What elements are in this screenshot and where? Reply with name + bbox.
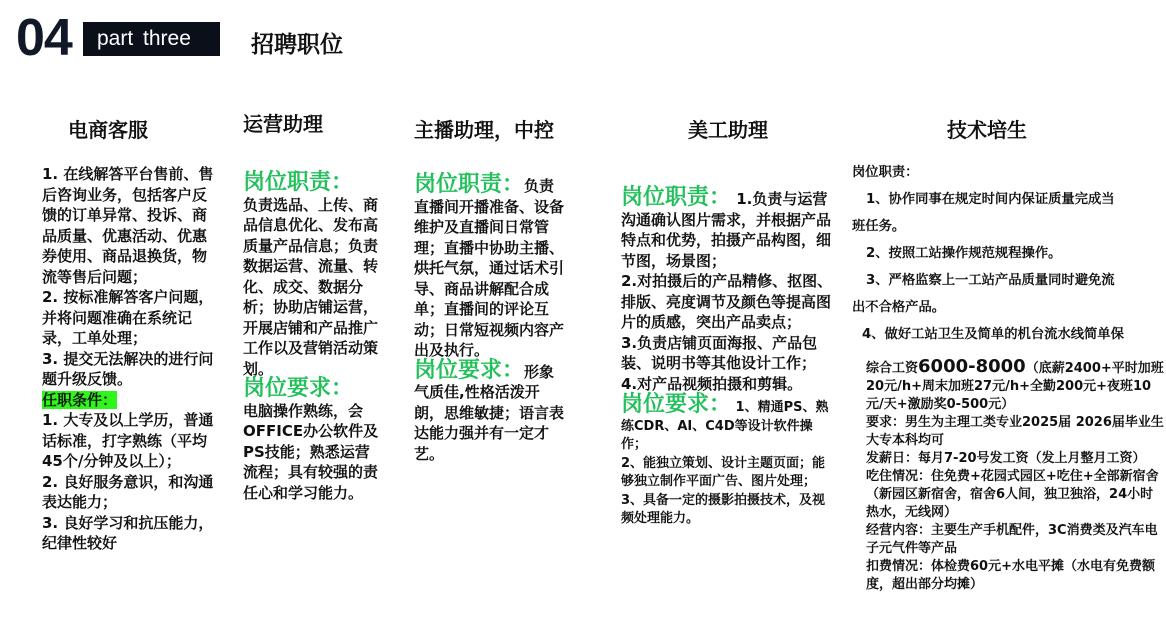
requirements-text: 电脑操作熟练，会OFFICE办公软件及PS技能；熟悉运营流程；具有较强的责任心和学习能力。: [243, 401, 379, 502]
duties-label: 岗位职责：: [852, 165, 919, 180]
column-streamer-assistant: [414, 172, 565, 464]
column-title-tech-trainee: 技术培生: [947, 118, 1027, 142]
info-item: 经营内容：主要生产手机配件，3C消费类及汽车电子元气件等产品: [866, 523, 1158, 556]
requirement-item: 1. 大专及以上学历，普通话标准，打字熟练（平均45个/分钟及以上）；: [42, 411, 214, 470]
info-item: 吃住情况：住免费+花园式园区+吃住+全部新宿舍（新园区新宿舍，宿舍6人间，独卫独浴，24小时热水，无线网）: [866, 469, 1159, 520]
duty-item: 3.负责店铺页面海报、产品包装、说明书等其他设计工作；: [621, 333, 818, 372]
section-number: 04: [16, 9, 72, 67]
requirements-text: 形象气质佳,性格活泼开朗，思维敏捷；语言表达能力强并有一定才艺。: [414, 362, 565, 463]
column-title-streamer-assistant: 主播助理，中控: [414, 118, 554, 142]
duties-label: 岗位职责：: [414, 172, 525, 197]
salary-range: 6000-8000: [918, 356, 1026, 377]
column-ecommerce-cs: [42, 164, 214, 554]
salary-prefix: 综合工资: [866, 361, 919, 376]
requirement-item: 3、具备一定的摄影拍摄技术，及视频处理能力。: [621, 492, 826, 526]
column-title-art-assistant: 美工助理: [688, 118, 768, 142]
duty-item: 4、做好工站卫生及简单的机台流水线简单保: [862, 327, 1124, 342]
duties-text: 负责选品、上传、商品信息优化、发布高质量产品信息；负责数据运营、流量、转化、成交、数据分析；协助店铺运营，开展店铺和产品推广工作以及营销活动策划。: [243, 195, 379, 378]
requirements-label: 任职条件：: [42, 390, 118, 409]
requirement-item: 1、精通PS、熟练CDR、AI、C4D等设计软件操作；: [621, 400, 829, 452]
duty-item: 1.负责与运营沟通确认图片需求，并根据产品特点和优势，拍摄产品构图，细节图，场景图；: [621, 190, 832, 270]
requirement-item: 2、能独立策划、设计主题页面；能够独立制作平面广告、图片处理；: [621, 455, 826, 489]
column-title-operations-assistant: 运营助理: [243, 112, 323, 136]
column-title-ecommerce-cs: 电商客服: [68, 118, 148, 142]
info-item: 要求：男生为主理工类专业2025届 2026届毕业生 大专本科均可: [866, 415, 1164, 448]
duty-item: 出不合格产品。: [852, 300, 946, 315]
salary-detail: （底薪2400+平时加班20元/h+周末加班27元/h+全勤200元+夜班10元/天+激励奖0-500元）: [866, 361, 1164, 412]
section-label: part three: [83, 22, 220, 56]
duty-item: 1. 在线解答平台售前、售后咨询业务，包括客户反馈的订单异常、投诉、商 品质量、优惠活动、优惠券使用、商品退换货，物流等售后问题；: [42, 165, 214, 286]
requirement-item: 2. 良好服务意识，和沟通表达能力；: [42, 472, 214, 511]
requirements-label: 岗位要求：: [243, 376, 354, 401]
duty-item: 1、协作同事在规定时间内保证质量完成当: [866, 192, 1115, 207]
column-tech-trainee-duties: [852, 159, 1152, 348]
duties-label: 岗位职责：: [621, 185, 732, 210]
requirements-label: 岗位要求：: [621, 392, 732, 417]
column-operations-assistant: [243, 170, 383, 503]
column-tech-trainee-info: [866, 358, 1164, 594]
duty-item: 3、严格监察上一工站产品质量同时避免流: [866, 273, 1115, 288]
duty-item: 2.对拍摄后的产品精修、抠图、排版、亮度调节及颜色等提高图片的质感，突出产品卖点；: [621, 272, 833, 331]
info-item: 扣费情况：体检费60元+水电平摊（水电有免费额度，超出部分均摊）: [866, 559, 1155, 592]
requirement-item: 3. 良好学习和抗压能力，纪律性较好: [42, 513, 214, 552]
duties-text: 负责直播间开播准备、设备维护及直播间日常管理；直播中协助主播、烘托气氛，通过话术引导、商品讲解配合成单；直播间的评论互动；日常短视频内容产出及执行。: [414, 177, 565, 359]
duty-item: 2. 按标准解答客户问题，并将问题准确在系统记录，工单处理；: [42, 288, 214, 347]
duty-item: 4.对产品视频拍摄和剪辑。: [621, 374, 803, 393]
duty-item: 班任务。: [852, 219, 906, 234]
column-art-assistant: [621, 185, 833, 529]
duty-item: 2、按照工站操作规范规程操作。: [866, 246, 1062, 261]
page-title: 招聘职位: [251, 32, 343, 58]
info-item: 发薪日：每月7-20号发工资（发上月整月工资）: [866, 451, 1146, 466]
duties-label: 岗位职责：: [243, 170, 354, 195]
duty-item: 3. 提交无法解决的进行问题升级反馈。: [42, 349, 214, 388]
requirements-label: 岗位要求：: [414, 357, 525, 383]
